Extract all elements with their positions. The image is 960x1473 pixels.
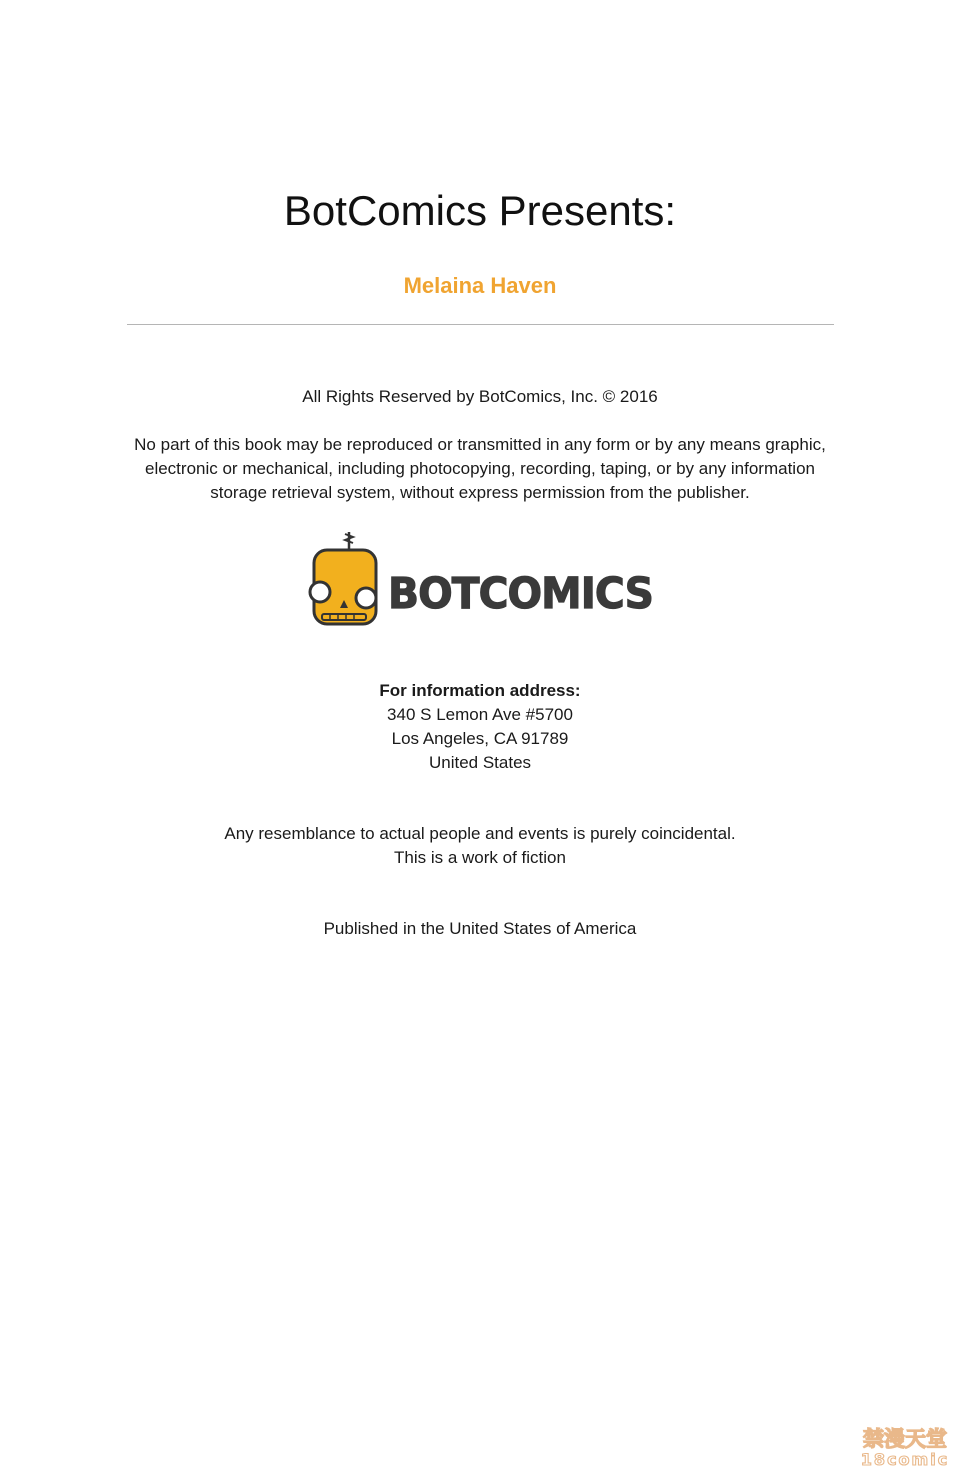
disclaimer-line: This is a work of fiction [394,848,566,867]
watermark-line-1: 禁漫天堂 [863,1427,947,1451]
divider [127,324,834,325]
legal-line: storage retrieval system, without express permission from the publisher. [210,483,750,502]
robot-head-icon [300,528,670,632]
fiction-disclaimer [0,822,960,870]
address-line: United States [428,753,532,772]
address-line: Los Angeles, CA 91789 [391,729,569,748]
page-title: BotComics Presents: [283,187,677,234]
address-heading: For information address: [379,681,581,700]
logo-wordmark: BOTCOMICS [388,569,653,619]
publication-notice: Published in the United States of America [323,919,637,938]
botcomics-logo [300,528,670,632]
comic-title: Melaina Haven [403,273,557,298]
legal-line: electronic or mechanical, including photocopying, recording, taping, or by any information [145,459,815,478]
site-watermark [852,1424,958,1468]
disclaimer-line: Any resemblance to actual people and events is purely coincidental. [224,824,736,843]
legal-notice [110,433,850,505]
contact-address [0,679,960,775]
watermark-line-2: 18comic [860,1450,950,1468]
legal-line: No part of this book may be reproduced or transmitted in any form or by any means graphic, [134,435,826,454]
address-line: 340 S Lemon Ave #5700 [387,705,573,724]
rights-notice: All Rights Reserved by BotComics, Inc. © 2016 [302,387,658,406]
